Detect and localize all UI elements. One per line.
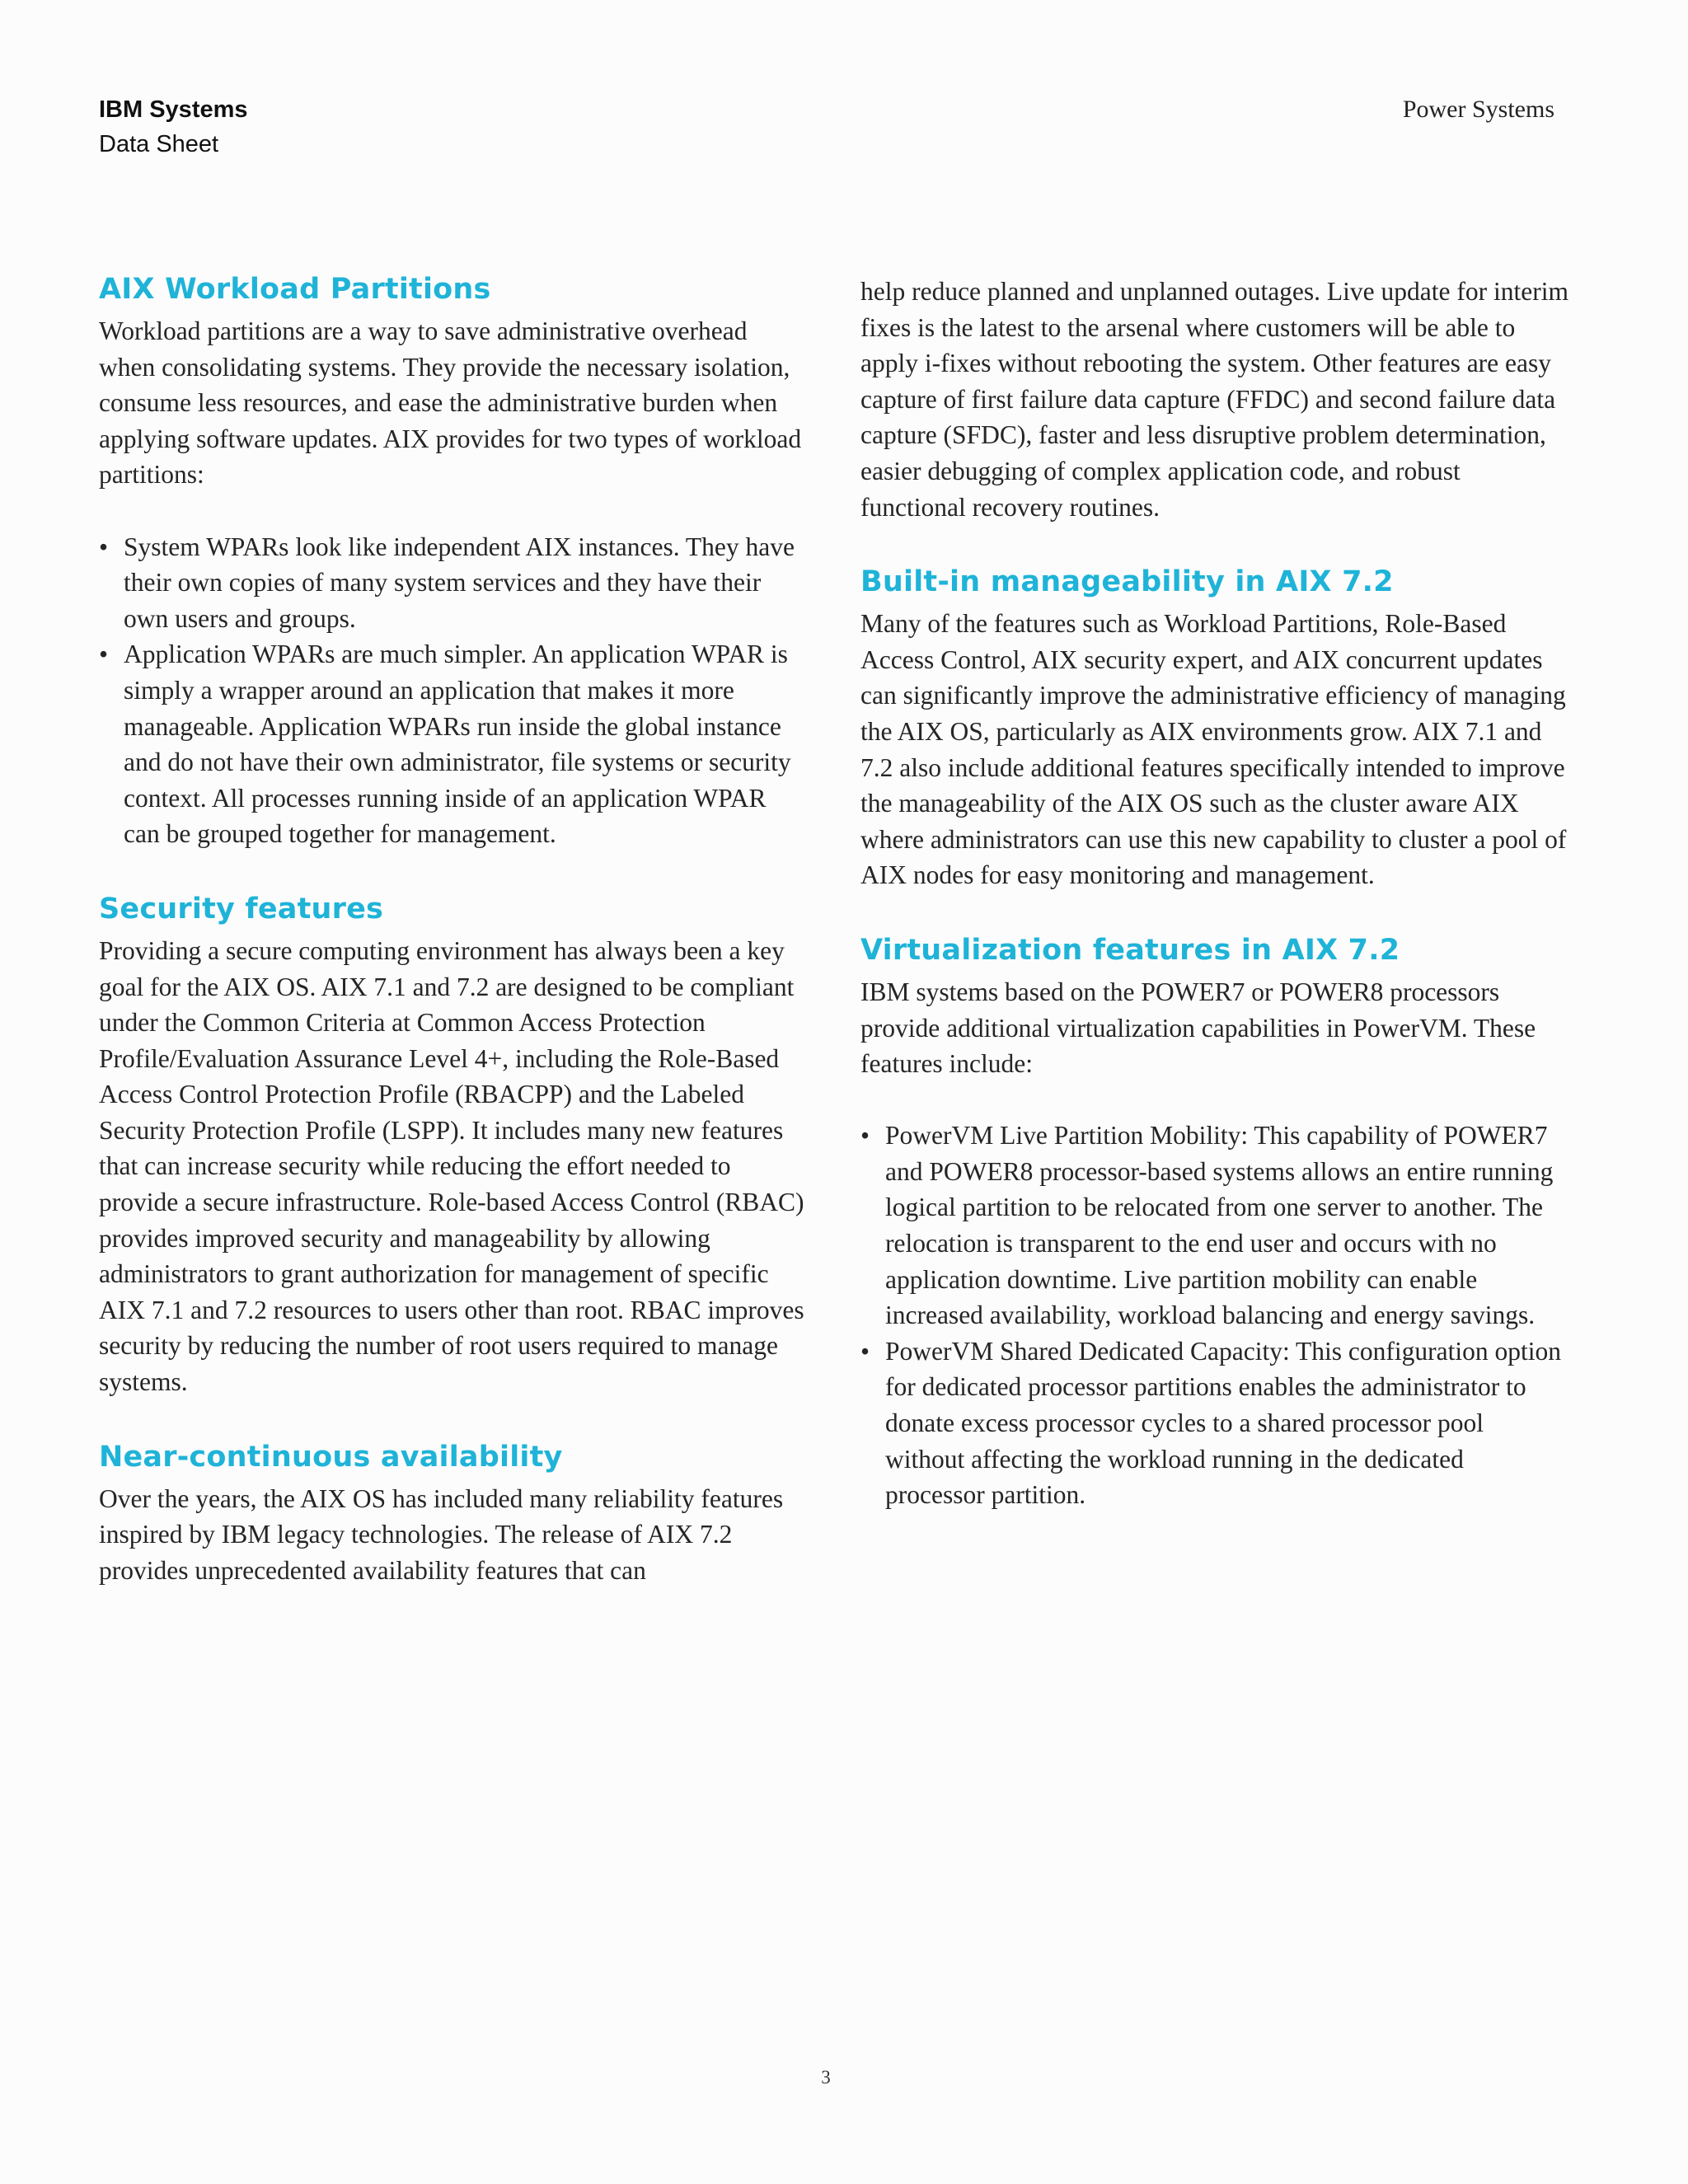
right-column bbox=[860, 265, 1569, 1513]
list-item: • PowerVM Shared Dedicated Capacity: This configuration option for dedicated processor partitions enables the administrator to donate excess processor cycles to a shared processor pool without affecting the workload running in the dedicated processor partition. bbox=[860, 1333, 1569, 1513]
wpar-intro: Workload partitions are a way to save administrative overhead when consolidating systems. They provide the necessary isolation, consume less resources, and ease the administrative burden when applying software updates. AIX provides for two types of workload partitions: bbox=[99, 316, 802, 490]
left-column bbox=[99, 265, 808, 1588]
heading-near-continuous-availability: Near-continuous availability bbox=[99, 1440, 563, 1474]
brand-name: IBM Systems bbox=[99, 96, 248, 123]
availability-body: Over the years, the AIX OS has included many reliability features inspired by IBM legacy technologies. The release of AIX 7.2 provides unprecedented availability features that can bbox=[99, 1483, 784, 1585]
list-item: • PowerVM Live Partition Mobility: This capability of POWER7 and POWER8 processor-based systems allows an entire running logical partition to be relocated from one server to another. The relocation is transparent to the end user and occurs with no application downtime. Live partition mobility can enable increased availability, workload balancing and energy savings. bbox=[860, 1118, 1569, 1333]
document-type: Data Sheet bbox=[99, 131, 219, 157]
product-line: Power Systems bbox=[1402, 96, 1554, 123]
list-item: • System WPARs look like independent AIX instances. They have their own copies of many system services and they have their own users and groups. bbox=[99, 529, 808, 637]
page-number: 3 bbox=[821, 2067, 831, 2088]
virtualization-intro: IBM systems based on the POWER7 or POWER8 processors provide additional virtualization capabilities in PowerVM. These features include: bbox=[860, 977, 1536, 1079]
virtualization-bullet-list bbox=[860, 1118, 1569, 1513]
header-left bbox=[99, 92, 248, 162]
heading-virtualization-features: Virtualization features in AIX 7.2 bbox=[860, 933, 1400, 967]
security-body: Providing a secure computing environment has always been a key goal for the AIX OS. AIX 7.1 and 7.2 are designed to be compliant under the Common Criteria at Common Access Protection Profile/Evaluation Assurance Level 4+, including the Role-Based Access Control Protection Profile (RBACPP) and the Labeled Security Protection Profile (LSPP). It includes many new features that can increase security while reducing the effort needed to provide a secure infrastructure. Role-based Access Control (RBAC) provides improved security and manageability by allowing administrators to grant authorization for management of specific AIX 7.1 and 7.2 resources to users other than root. RBAC improves security by reducing the number of root users required to manage systems. bbox=[99, 935, 804, 1397]
heading-built-in-manageability: Built-in manageability in AIX 7.2 bbox=[860, 565, 1394, 599]
availability-continuation: help reduce planned and unplanned outages. Live update for interim fixes is the latest to the arsenal where customers will be able to apply i-fixes without rebooting the system. Other features are easy capture of first failure data capture (FFDC) and second failure data capture (SFDC), faster and less disruptive problem determination, easier debugging of complex application code, and robust functional recovery routines. bbox=[860, 277, 1568, 522]
wpar-bullet-list bbox=[99, 529, 808, 852]
heading-workload-partitions: AIX Workload Partitions bbox=[99, 273, 491, 306]
list-item: • Application WPARs are much simpler. An application WPAR is simply a wrapper around an application that makes it more manageable. Application WPARs run inside the global instance and do not have their own administrator, file systems or security context. All processes running inside of an application WPAR can be grouped together for management. bbox=[99, 636, 808, 852]
heading-security-features: Security features bbox=[99, 892, 384, 926]
manageability-body: Many of the features such as Workload Partitions, Role-Based Access Control, AIX security expert, and AIX concurrent updates can significantly improve the administrative efficiency of managing the AIX OS, particularly as AIX environments grow. AIX 7.1 and 7.2 also include additional features specifically intended to improve the manageability of the AIX OS such as the cluster aware AIX where administrators can use this new capability to cluster a pool of AIX nodes for easy monitoring and management. bbox=[860, 609, 1567, 890]
